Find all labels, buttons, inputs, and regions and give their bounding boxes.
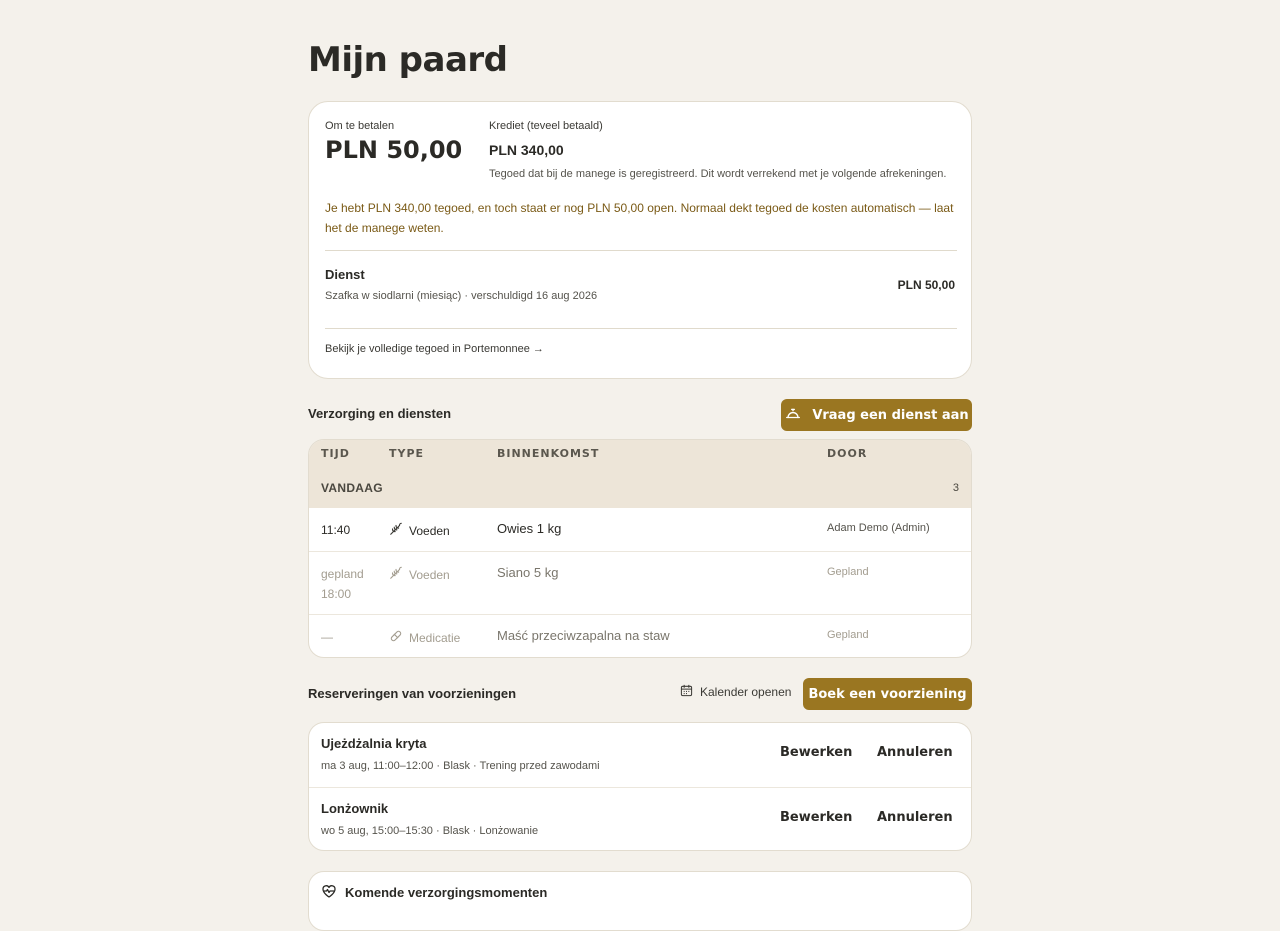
- upcoming-care-label: Komende verzorgingsmomenten: [345, 885, 548, 900]
- row-entry: Siano 5 kg: [497, 565, 559, 580]
- row-type: [389, 522, 450, 539]
- wallet-link[interactable]: Bekijk je volledige tegoed in Portemonnee →: [325, 343, 544, 355]
- credit-amount: PLN 340,00: [489, 142, 564, 158]
- column-entry: BINNENKOMST: [497, 447, 600, 460]
- row-by: Gepland: [827, 566, 869, 578]
- edit-button[interactable]: Bewerken: [780, 810, 853, 825]
- row-time: gepland: [321, 567, 364, 581]
- table-row[interactable]: [309, 508, 971, 551]
- heart-pulse-icon: [321, 883, 337, 902]
- edit-button[interactable]: Bewerken: [780, 745, 853, 760]
- service-label: Dienst: [325, 267, 365, 282]
- reservation-meta: ma 3 aug, 11:00–12:00 · Blask · Trening przed zawodami: [321, 760, 600, 772]
- credit-note: Tegoed dat bij de manege is geregistreerd. Dit wordt verrekend met je volgende afrekeningen.: [489, 168, 947, 180]
- table-row[interactable]: [309, 551, 971, 614]
- open-calendar-link[interactable]: [680, 684, 791, 700]
- open-calendar-label: Kalender openen: [700, 685, 792, 699]
- cancel-button[interactable]: Annuleren: [877, 810, 953, 825]
- reservations-list: [308, 722, 972, 851]
- request-service-label: Vraag een dienst aan: [812, 407, 969, 423]
- list-item: [309, 787, 971, 851]
- due-amount: PLN 50,00: [325, 136, 463, 164]
- wheat-icon: [389, 522, 403, 539]
- calendar-icon: [680, 684, 693, 700]
- wheat-icon: [389, 566, 403, 583]
- upcoming-care-title: [321, 883, 547, 902]
- row-time: —: [321, 630, 333, 644]
- due-label: Om te betalen: [325, 120, 395, 132]
- pill-icon: [389, 629, 403, 646]
- service-detail: Szafka w siodlarni (miesiąc) · verschuldigd 16 aug 2026: [325, 290, 598, 302]
- page-title: Mijn paard: [308, 40, 508, 80]
- group-today-count: 3: [952, 482, 959, 494]
- cancel-button[interactable]: Annuleren: [877, 745, 953, 760]
- service-bell-icon: [784, 404, 802, 426]
- credit-label: Krediet (teveel betaald): [489, 120, 603, 132]
- column-time: TIJD: [321, 447, 350, 460]
- request-service-button[interactable]: [781, 399, 972, 431]
- book-facility-button[interactable]: Boek een voorziening: [803, 678, 972, 710]
- reservation-title: Ujeżdżalnia kryta: [321, 736, 427, 751]
- column-type: TYPE: [389, 447, 425, 460]
- reservation-meta: wo 5 aug, 15:00–15:30 · Blask · Lonżowanie: [321, 825, 539, 837]
- divider: [325, 328, 957, 329]
- balance-card: [308, 101, 972, 379]
- row-type-label: Voeden: [409, 523, 450, 538]
- row-time: 11:40: [321, 523, 351, 537]
- care-table: [308, 439, 972, 658]
- row-by: Gepland: [827, 629, 869, 641]
- row-type: [389, 629, 460, 646]
- service-amount: PLN 50,00: [897, 278, 955, 292]
- care-section-title: Verzorging en diensten: [308, 406, 452, 421]
- table-row[interactable]: [309, 614, 971, 658]
- balance-warning: Je hebt PLN 340,00 tegoed, en toch staat er nog PLN 50,00 open. Normaal dekt tegoed de kosten automatisch — laat het de manege weten.: [325, 201, 954, 235]
- column-by: DOOR: [827, 447, 868, 460]
- row-entry: Maść przeciwzapalna na staw: [497, 628, 670, 643]
- reservations-section-title: Reserveringen van voorzieningen: [308, 686, 517, 701]
- row-time-scheduled: 18:00: [321, 587, 352, 601]
- divider: [325, 250, 957, 251]
- row-type-label: Medicatie: [409, 630, 461, 645]
- row-type-label: Voeden: [409, 567, 450, 582]
- row-by: Adam Demo (Admin): [827, 522, 930, 534]
- row-type: [389, 566, 450, 583]
- group-today-label: VANDAAG: [321, 481, 383, 495]
- reservation-title: Lonżownik: [321, 801, 389, 816]
- row-entry: Owies 1 kg: [497, 521, 562, 536]
- list-item: [309, 723, 971, 787]
- table-header: [309, 440, 971, 508]
- upcoming-care-card: [308, 871, 972, 931]
